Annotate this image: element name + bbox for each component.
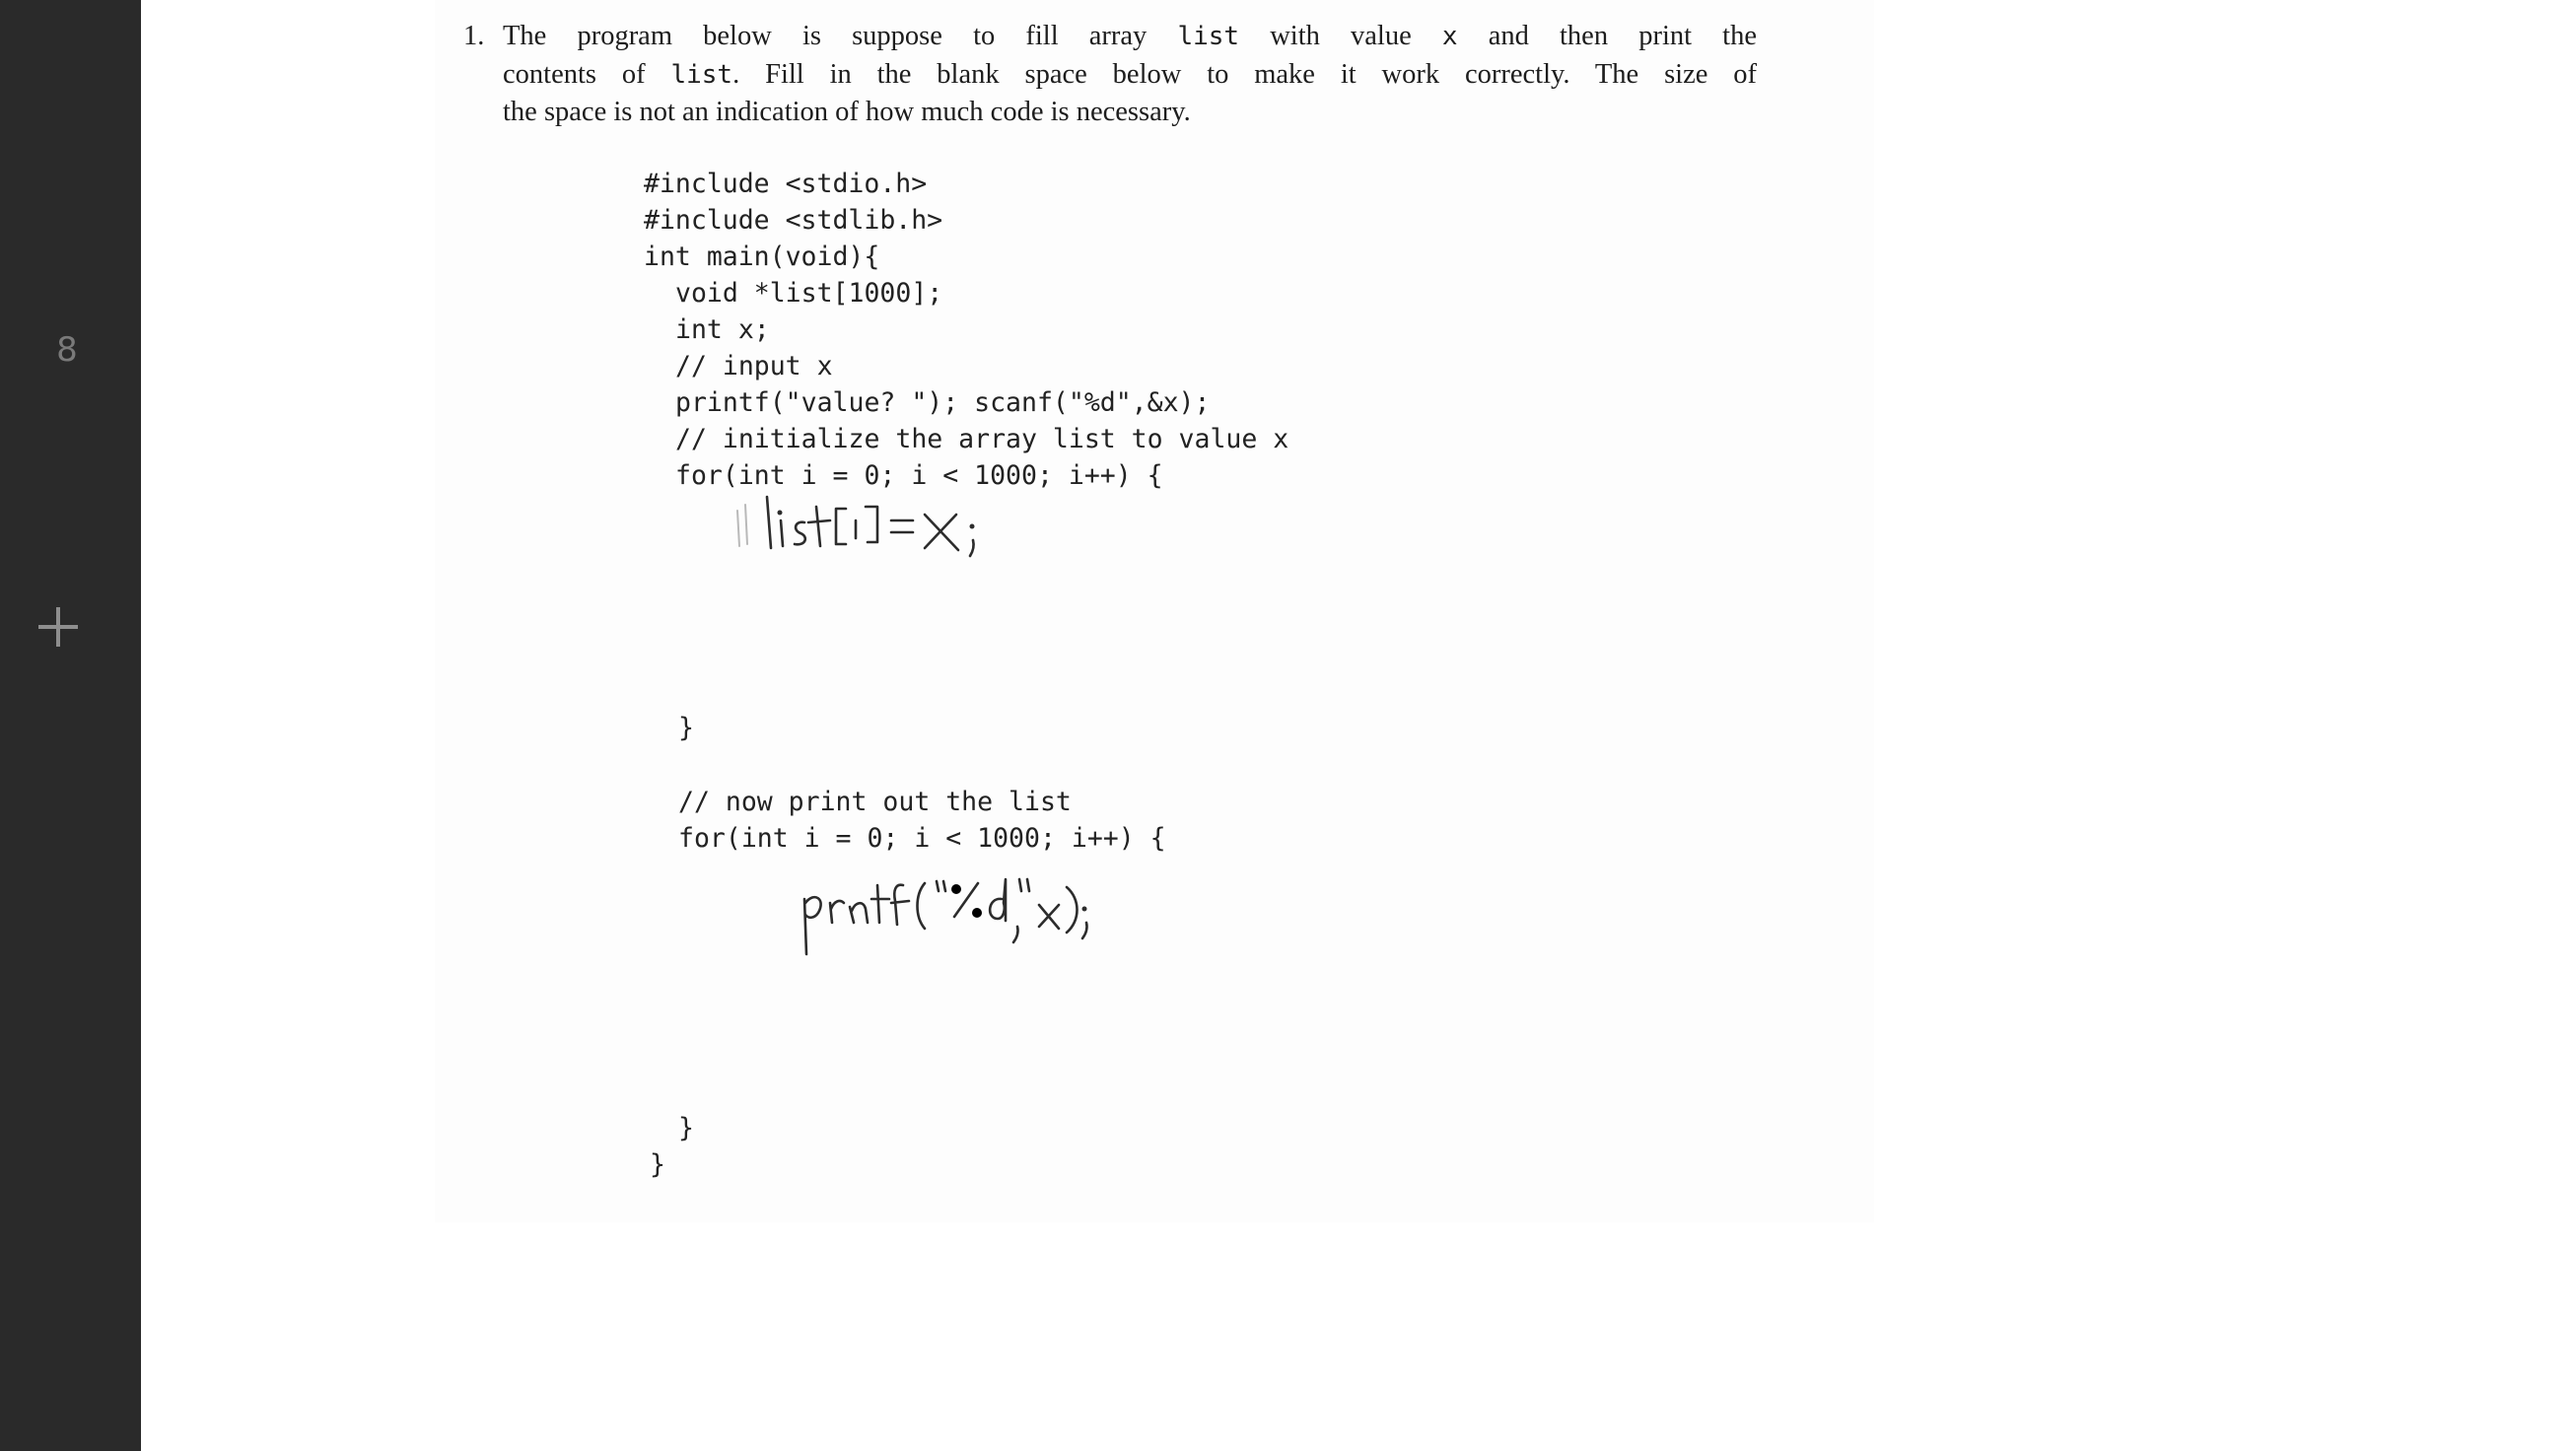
add-page-button[interactable] <box>35 603 82 651</box>
code-close-first-loop: } <box>678 713 694 743</box>
handwritten-answer-assignment <box>730 493 986 562</box>
handwritten-answer-printf <box>801 869 1096 958</box>
page-sidebar <box>0 0 141 1451</box>
question-line-1: The program below is suppose to fill array list with value x and then print the <box>503 21 1758 51</box>
question-line-2: contents of list. Fill in the blank space below to make it work correctly. The size of <box>503 58 1757 90</box>
code-x-declaration: int x; <box>675 314 770 345</box>
document-viewer[interactable] <box>141 0 2576 1451</box>
code-printf-scanf: printf("value? "); scanf("%d",&x); <box>675 387 1211 418</box>
plus-icon <box>35 603 82 651</box>
code-comment-initialize: // initialize the array list to value x <box>675 424 1289 454</box>
code-comment-print: // now print out the list <box>678 787 1072 817</box>
code-list-declaration: void *list[1000]; <box>675 278 943 309</box>
question-number: 1. <box>463 21 485 51</box>
code-comment-input: // input x <box>675 351 833 381</box>
question-line-3: the space is not an indication of how much code is necessary. <box>503 97 1191 127</box>
question-body <box>503 18 1757 131</box>
page-number: 8 <box>56 330 78 370</box>
code-include-stdlib: #include <stdlib.h> <box>644 205 943 236</box>
code-close-main: } <box>650 1149 665 1180</box>
code-for-loop-print: for(int i = 0; i < 1000; i++) { <box>678 823 1166 854</box>
code-for-loop-initialize: for(int i = 0; i < 1000; i++) { <box>675 460 1163 491</box>
code-close-second-loop: } <box>678 1113 694 1143</box>
code-include-stdio: #include <stdio.h> <box>644 169 928 199</box>
code-main-declaration: int main(void){ <box>644 242 880 272</box>
